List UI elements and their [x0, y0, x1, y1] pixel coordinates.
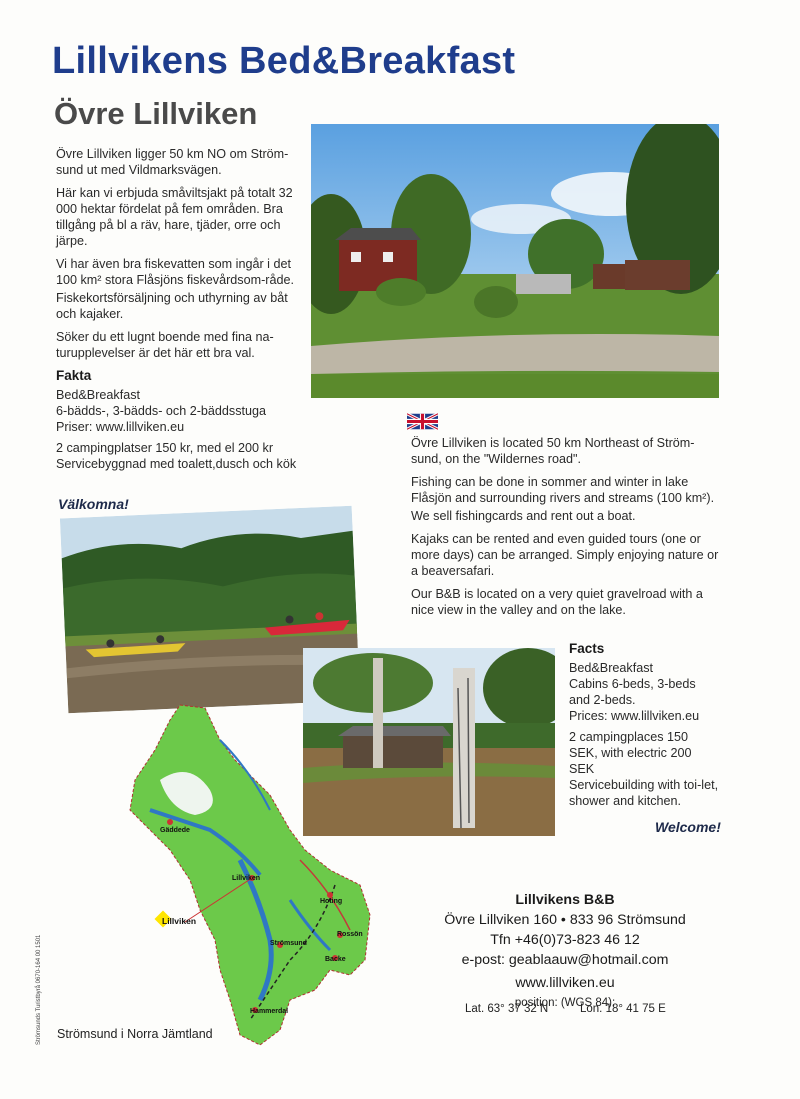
en-greeting: Welcome! — [655, 819, 721, 835]
map-town-rosson: Rossön — [337, 931, 363, 938]
en-price-label: Prices: — [569, 709, 611, 723]
en-paragraph-1: Övre Lillviken is located 50 km Northeast of Ström-sund, on the "Wildernes road". — [411, 436, 695, 466]
swedish-text-column — [56, 146, 306, 472]
en-paragraph-5: Our B&B is located on a very quiet gravelroad with a nice view in the valley and on the lake. — [411, 587, 703, 617]
en-paragraph-4: Kajaks can be rented and even guided tours (one or more days) can be arranged. Simply enjoying nature or a beaversafari. — [411, 532, 719, 578]
contact-name: Lillvikens B&B — [515, 892, 615, 908]
en-facts-line-4: 2 campingplaces 150 SEK, with electric 200 SEK — [569, 730, 692, 776]
sv-price-label: Priser: — [56, 420, 96, 434]
en-price-url[interactable]: www.lillviken.eu — [611, 709, 700, 723]
page-title: Lillvikens Bed&Breakfast — [52, 40, 516, 82]
en-facts-line-5: Servicebuilding with toi-let, shower and kitchen. — [569, 778, 719, 808]
sv-price-url[interactable]: www.lillviken.eu — [95, 420, 185, 434]
region-map — [120, 700, 380, 1050]
en-facts-line-1: Bed&Breakfast — [569, 661, 654, 675]
sv-greeting: Välkomna! — [58, 496, 129, 512]
sv-paragraph-4: Fiskekortsförsäljning och uthyrning av båt och kajaker. — [56, 291, 288, 321]
sv-paragraph-5: Söker du ett lugnt boende med fina na-turupplevelser är det här ett bra val. — [56, 330, 274, 360]
map-town-stromsund: Strömsund — [270, 940, 307, 947]
contact-longitude: Lon. 18° 41 75 E — [580, 1003, 666, 1015]
en-facts-heading: Facts — [569, 641, 605, 656]
map-callout-label: Lillviken — [162, 916, 197, 926]
map-town-hoting: Hoting — [320, 898, 343, 905]
sv-facts-line-4: 2 campingplatser 150 kr, med el 200 kr — [56, 441, 274, 455]
en-facts-price — [569, 708, 719, 724]
map-caption: Strömsund i Norra Jämtland — [57, 1027, 213, 1041]
map-town-hammerdal: Hammerdal — [250, 1008, 289, 1015]
sv-facts-line-5: Servicebyggnad med toalett,dusch och kök — [56, 457, 297, 471]
map-town-gaddede: Gäddede — [160, 827, 190, 834]
contact-web[interactable]: www.lillviken.eu — [515, 975, 615, 991]
sv-facts-heading: Fakta — [56, 368, 92, 383]
en-paragraph-2: Fishing can be done in sommer and winter in lake Flåsjön and surrounding rivers and streams (100 km²). — [411, 475, 715, 505]
uk-flag-icon — [407, 413, 438, 430]
map-town-lillviken: Lillviken — [232, 875, 261, 882]
sv-paragraph-3: Vi har även bra fiskevatten som ingår i det 100 km² stora Flåsjöns fiskevårdsom-råde. — [56, 257, 294, 287]
printer-credit: Strömsunds Turistbyrå 0670-164 00 1501 — [36, 934, 42, 1045]
contact-email[interactable]: e-post: geablaauw@hotmail.com — [461, 952, 669, 968]
english-facts — [569, 637, 719, 809]
english-text-column — [411, 435, 723, 625]
page-subtitle: Övre Lillviken — [54, 96, 258, 131]
sv-facts-price — [56, 419, 306, 435]
en-facts-line-2: Cabins 6-beds, 3-beds and 2-beds. — [569, 677, 696, 707]
contact-position-label: position: (WGS 84): — [514, 997, 616, 1009]
sv-facts-line-1: Bed&Breakfast — [56, 388, 141, 402]
contact-latitude: Lat. 63° 37 32 N — [465, 1003, 549, 1015]
map-town-backe: Backe — [325, 956, 346, 963]
house-photo — [311, 124, 719, 398]
en-paragraph-3: We sell fishingcards and rent out a boat. — [411, 509, 636, 523]
contact-phone: Tfn +46(0)73-823 46 12 — [490, 932, 640, 948]
sv-paragraph-2: Här kan vi erbjuda småviltsjakt på totalt 32 000 hektar fördelat på fem områden. Bra tillgång på bl a räv, hare, tjäder, orre och järpe. — [56, 186, 293, 248]
contact-address: Övre Lillviken 160 • 833 96 Strömsund — [444, 912, 686, 928]
sv-facts-line-2: 6-bädds-, 3-bädds- och 2-bäddsstuga — [56, 404, 267, 418]
contact-block — [400, 890, 730, 1013]
sv-paragraph-1: Övre Lillviken ligger 50 km NO om Ström-sund ut med Vildmarksvägen. — [56, 147, 289, 177]
